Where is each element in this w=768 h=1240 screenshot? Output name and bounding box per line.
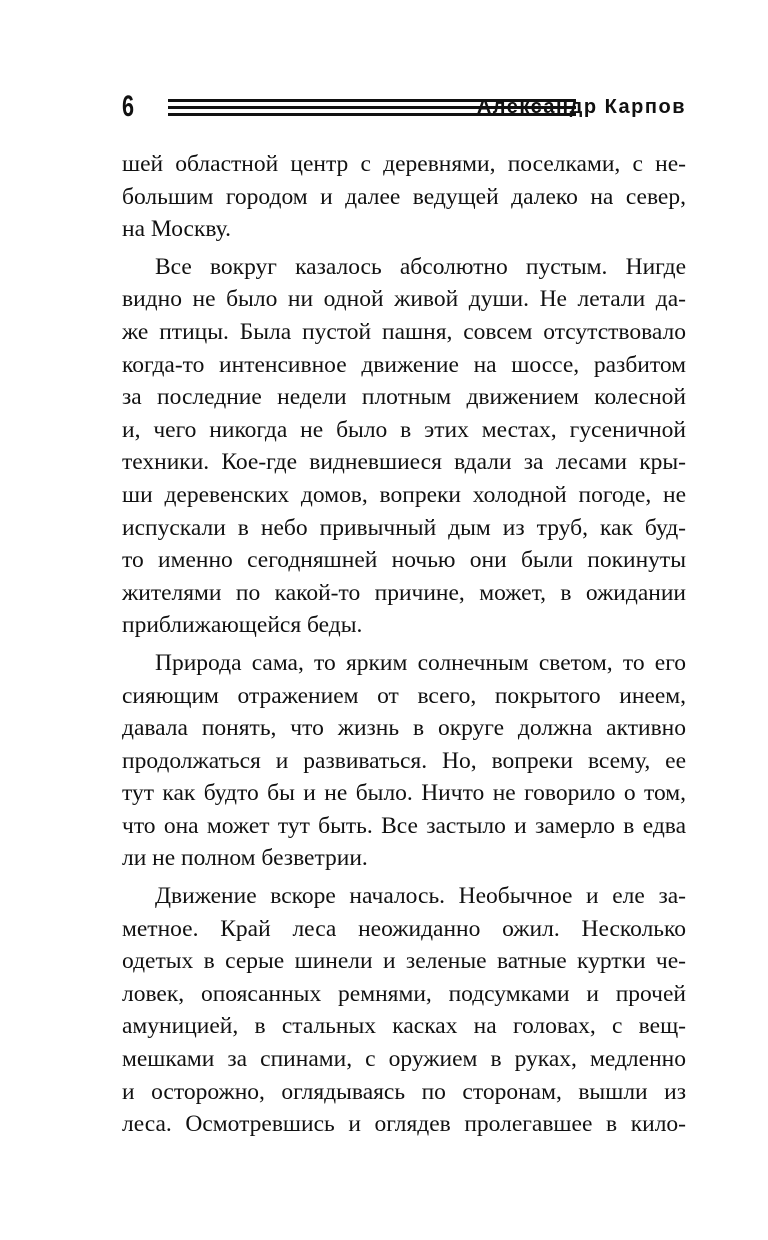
text-line: сияющим отражением от всего, покрытого инеем, (122, 682, 686, 709)
text-line: метное. Край леса неожиданно ожил. Несколько (122, 915, 686, 942)
text-line: на Москву. (122, 216, 231, 243)
text-line: и осторожно, оглядываясь по сторонам, вышли из (122, 1078, 686, 1105)
text-line: испускали в небо привычный дым из труб, как буд- (122, 514, 686, 541)
page-number: 6 (122, 90, 134, 123)
text-line: что она может тут быть. Все застыло и замерло в едва (122, 812, 686, 839)
text-line: продолжаться и развиваться. Но, вопреки всему, ее (122, 747, 686, 774)
text-line: давала понять, что жизнь в округе должна активно (122, 715, 686, 742)
text-line: ли не полном безветрии. (122, 845, 368, 872)
text-line: же птицы. Была пустой пашня, совсем отсутствовало (122, 318, 686, 345)
text-line: приближающейся беды. (122, 612, 363, 639)
text-line: то именно сегодняшней ночью они были покинуты (122, 547, 686, 574)
paragraph (122, 148, 686, 246)
text-line: когда-то интенсивное движение на шоссе, разбитом (122, 351, 686, 378)
text-line: и, чего никогда не было в этих местах, гусеничной (122, 416, 686, 443)
text-line: амуницией, в стальных касках на головах, с вещ- (122, 1013, 686, 1040)
text-line: Все вокруг казалось абсолютно пустым. Нигде (155, 253, 686, 280)
paragraph (122, 880, 686, 1141)
text-line: видно не было ни одной живой души. Не летали да- (122, 286, 686, 313)
text-line: тут как будто бы и не было. Ничто не говорило о том, (122, 780, 686, 807)
text-line: ловек, опоясанных ремнями, подсумками и прочей (122, 980, 686, 1007)
author-name: Александр Карпов (476, 96, 686, 118)
text-line: шей областной центр с деревнями, поселками, с не- (122, 151, 686, 177)
running-head (122, 90, 686, 126)
paragraph (122, 251, 686, 642)
text-line: Природа сама, то ярким солнечным светом, то его (155, 649, 686, 676)
text-line: техники. Кое-где видневшиеся вдали за лесами кры- (122, 449, 686, 476)
body-text (122, 148, 686, 1141)
text-line: ши деревенских домов, вопреки холодной погоде, не (122, 481, 686, 508)
text-line: большим городом и далее ведущей далеко на север, (122, 183, 686, 210)
text-line: одетых в серые шинели и зеленые ватные куртки че- (122, 948, 686, 975)
text-line: Движение вскоре началось. Необычное и еле за- (155, 883, 686, 910)
text-line: жителями по какой-то причине, может, в ожидании (122, 579, 686, 606)
text-line: за последние недели плотным движением колесной (122, 384, 686, 411)
text-line: мешками за спинами, с оружием в руках, медленно (122, 1046, 686, 1073)
text-line: леса. Осмотревшись и оглядев пролегавшее в кило- (122, 1111, 686, 1138)
paragraph (122, 647, 686, 875)
